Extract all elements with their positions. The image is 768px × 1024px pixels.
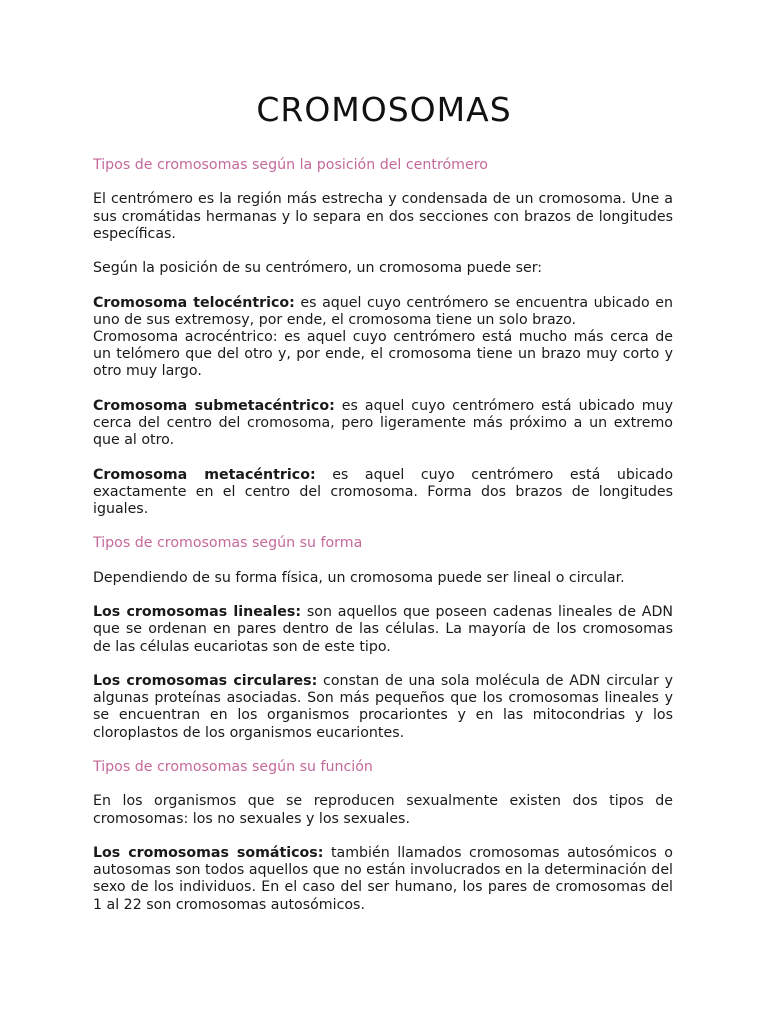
text-submetacentric: es aquel cuyo centrómero está ubicado muy cerca del centro del cromosoma, pero ligeramente más próximo a un extremo que al otro. (93, 397, 673, 449)
paragraph-submetacentric (93, 398, 673, 450)
paragraph-linear (93, 604, 673, 656)
section-heading-shape: Tipos de cromosomas según su forma (93, 535, 363, 552)
paragraph-telocentric (93, 295, 673, 329)
paragraph-centromere-definition: El centrómero es la región más estrecha y condensada de un cromosoma. Une a sus cromátidas hermanas y lo separa en dos secciones con brazos de longitudes específicas. (93, 191, 673, 242)
paragraph-circular (93, 673, 673, 742)
page-title: CROMOSOMAS (256, 90, 512, 129)
text-metacentric: es aquel cuyo centrómero está ubicado exactamente en el centro del cromosoma. Forma dos brazos de longitudes iguales. (93, 466, 673, 517)
text-circular: constan de una sola molécula de ADN circular y algunas proteínas asociadas. Son más pequeños que los cromosomas lineales y se encuentran en los organismos procariontes y en las mitocondrias y los cloroplastos de los organismos eucariontes. (93, 672, 673, 741)
paragraph-metacentric (93, 467, 673, 519)
text-somatic: también llamados cromosomas autosómicos o autosomas son todos aquellos que no están involucrados en la determinación del sexo de los individuos. En el caso del ser humano, los pares de cromosomas del 1 al 22 son cromosomas autosómicos. (93, 844, 673, 913)
section-heading-centromere: Tipos de cromosomas según la posición del centrómero (93, 157, 488, 173)
term-circular: Los cromosomas circulares: (93, 672, 318, 689)
paragraph-shape-intro: Dependiendo de su forma física, un cromosoma puede ser lineal o circular. (93, 569, 625, 586)
term-linear: Los cromosomas lineales: (93, 604, 302, 621)
term-somatic: Los cromosomas somáticos: (93, 844, 324, 861)
term-telocentric: Cromosoma telocéntrico: (93, 294, 295, 311)
text-linear: son aquellos que poseen cadenas lineales de ADN que se ordenan en pares dentro de las células. La mayoría de los cromosomas de las células eucariotas son de este tipo. (93, 604, 673, 655)
document-body (93, 157, 673, 914)
term-metacentric: Cromosoma metacéntrico: (93, 466, 316, 483)
section-heading-function: Tipos de cromosomas según su función (93, 758, 373, 775)
paragraph-somatic (93, 845, 673, 914)
paragraph-acrocentric: Cromosoma acrocéntrico: es aquel cuyo centrómero está mucho más cerca de un telómero que del otro y, por ende, el cromosoma tiene un brazo muy corto y otro muy largo. (93, 328, 673, 380)
text-telocentric: es aquel cuyo centrómero se encuentra ubicado en uno de sus extremosy, por ende, el cromosoma tiene un solo brazo. (93, 294, 673, 328)
paragraph-position-intro: Según la posición de su centrómero, un cromosoma puede ser: (93, 260, 543, 277)
term-submetacentric: Cromosoma submetacéntrico: (93, 397, 335, 414)
paragraph-function-intro: En los organismos que se reproducen sexualmente existen dos tipos de cromosomas: los no sexuales y los sexuales. (93, 793, 673, 827)
